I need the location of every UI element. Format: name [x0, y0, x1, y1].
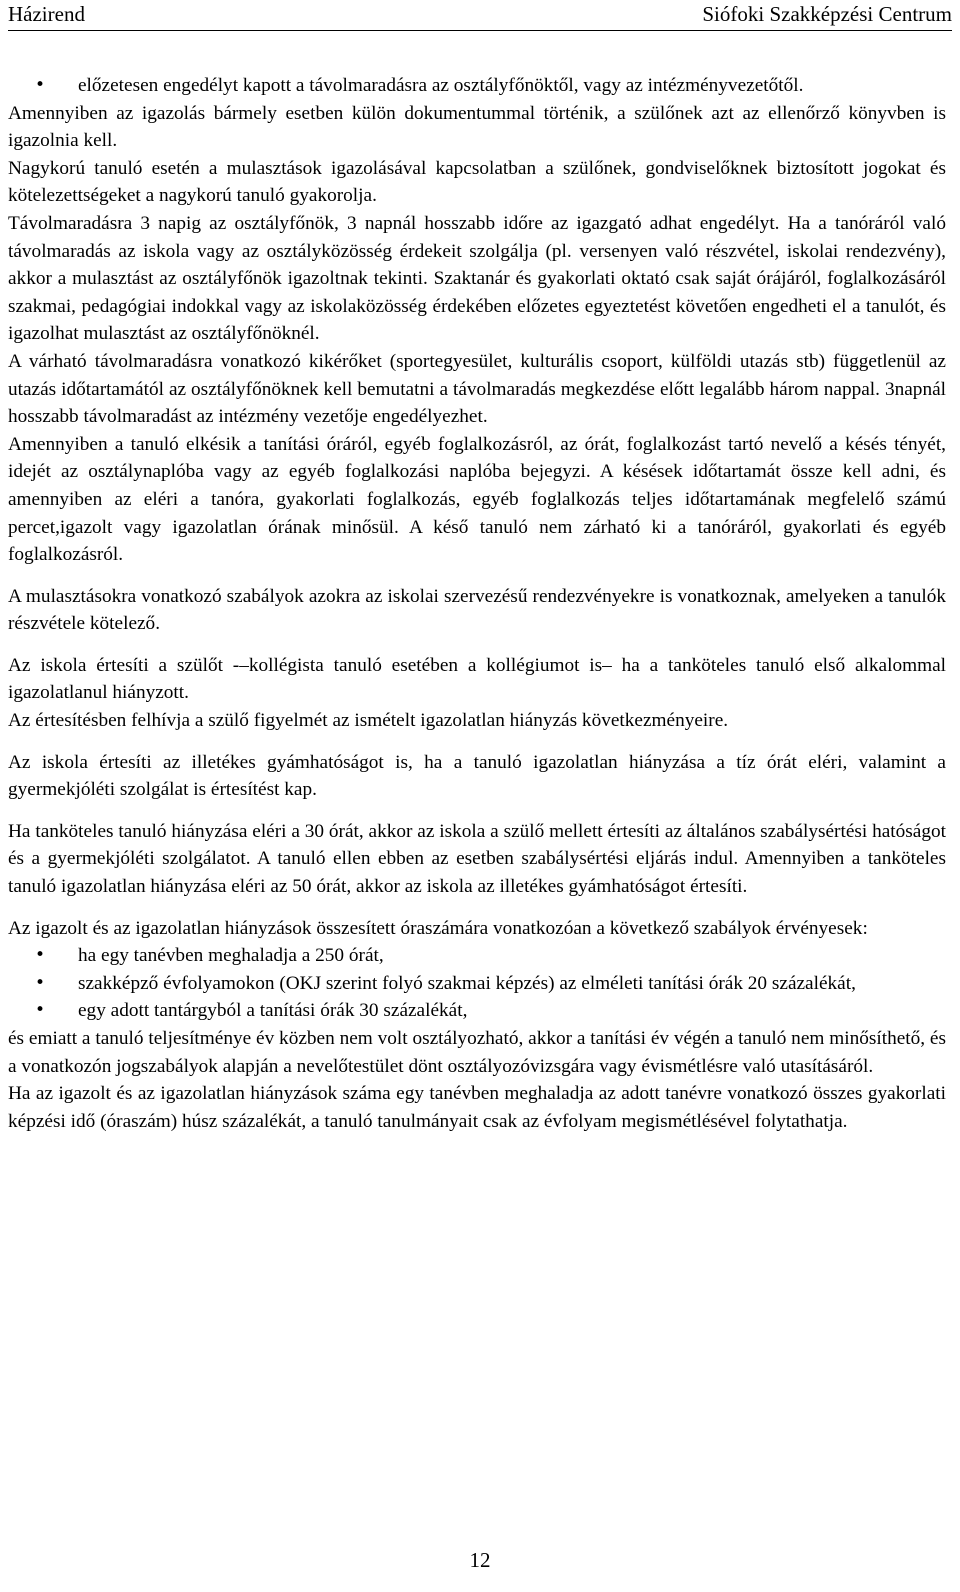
list-item: • egy adott tantárgyból a tanítási órák 30 százalékát,: [8, 997, 946, 1025]
bullet-list-bottom: [8, 942, 946, 1025]
bullet-list-top: [8, 72, 946, 100]
list-item: • szakképző évfolyamokon (OKJ szerint folyó szakmai képzés) az elméleti tanítási órák 20 százalékát,: [8, 970, 946, 998]
page-number: 12: [469, 1548, 491, 1572]
paragraph: Távolmaradásra 3 napig az osztályfőnök, 3 napnál hosszabb időre az igazgató adhat engedélyt. Ha a tanóráról való távolmaradás az iskola vagy az osztályközösség érdekeit szolgálja (pl. versenyen való részvétel, iskolai rendezvény), akkor a mulasztást az osztályfőnök igazoltnak tekinti. Szaktanár és gyakorlati oktató csak saját órájáról, foglalkozásáról szakmai, pedagógiai indokkal vagy az iskolaközösség érdekében előzetes egyeztetést követően engedheti el a tanulót, és igazolhat mulasztást az osztályfőnöknél.: [8, 212, 946, 345]
paragraph: A mulasztásokra vonatkozó szabályok azokra az iskolai szervezésű rendezvényekre is vonatkoznak, amelyeken a tanulók részvétele kötelező.: [8, 585, 946, 635]
list-item: • ha egy tanévben meghaladja a 250 órát,: [8, 942, 946, 970]
paragraph: Az iskola értesíti az illetékes gyámhatóságot is, ha a tanuló igazolatlan hiányzása a tíz órát eléri, valamint a gyermekjóléti szolgálat is értesítést kap.: [8, 751, 946, 801]
paragraph: Amennyiben az igazolás bármely esetben külön dokumentummal történik, a szülőnek azt az ellenőrző könyvben is igazolnia kell.: [8, 102, 946, 152]
header-document-title: Házirend: [8, 2, 85, 26]
page-footer: [0, 1546, 960, 1574]
header-institution-name: Siófoki Szakképzési Centrum: [702, 2, 952, 26]
page-header: [8, 0, 952, 31]
paragraph: Az értesítésben felhívja a szülő figyelmét az ismételt igazolatlan hiányzás következményeire.: [8, 710, 729, 732]
paragraph: és emiatt a tanuló teljesítménye év közben nem volt osztályozható, akkor a tanítási év végén a tanuló nem minősíthető, és a vonatkozón jogszabályok alapján a nevelőtestület dönt osztályozóvizsgára vagy évismétlésre való utasításáról.: [8, 1028, 946, 1077]
paragraph: Az iskola értesíti a szülőt -–kollégista tanuló esetében a kollégiumot is– ha a tanköteles tanuló első alkalommal igazolatlanul hiányzott.: [8, 654, 946, 704]
paragraph: Amennyiben a tanuló elkésik a tanítási óráról, egyéb foglalkozásról, az órát, foglalkozást tartó nevelő a késés tényét, idejét az osztálynaplóba vagy az egyéb foglalkozási naplóba bejegyzi. A késések időtartamát össze kell adni, és amennyiben az eléri a tanóra, gyakorlati foglalkozás, egyéb foglalkozás teljes időtartamának megfelelő számú percet,igazolt vagy igazolatlan órának minősül. A késő tanuló nem zárható ki a tanóráról, gyakorlati és egyéb foglalkozásról.: [8, 433, 946, 566]
document-body: [8, 72, 946, 1135]
paragraph: A várható távolmaradásra vonatkozó kikérőket (sportegyesület, kulturális csoport, külföldi utazás stb) függetlenül az utazás időtartamától az osztályfőnöknek kell bemutatni a távolmaradás megkezdése előtt legalább három nappal. 3napnál hosszabb távolmaradást az intézmény vezetője engedélyezhet.: [8, 350, 946, 428]
paragraph: Ha az igazolt és az igazolatlan hiányzások száma egy tanévben meghaladja az adott tanévre vonatkozó összes gyakorlati képzési idő (óraszám) húsz százalékát, a tanuló tanulmányait csak az évfolyam megismétlésével folytathatja.: [8, 1083, 946, 1132]
paragraph: Az igazolt és az igazolatlan hiányzások összesített óraszámára vonatkozóan a következő szabályok érvényesek:: [8, 917, 868, 939]
paragraph: Nagykorú tanuló esetén a mulasztások igazolásával kapcsolatban a szülőnek, gondviselőknek biztosított jogokat és kötelezettségeket a nagykorú tanuló gyakorolja.: [8, 157, 946, 207]
paragraph: Ha tanköteles tanuló hiányzása eléri a 30 órát, akkor az iskola a szülő mellett értesíti az általános szabálysértési hatóságot és a gyermekjóléti szolgálatot. A tanuló ellen ebben az esetben szabálysértési eljárás indul. Amennyiben a tanköteles tanuló igazolatlan hiányzása eléri az 50 órát, akkor az iskola az illetékes gyámhatóságot értesíti.: [8, 820, 946, 898]
list-item: • előzetesen engedélyt kapott a távolmaradásra az osztályfőnöktől, vagy az intézményvezetőtől.: [8, 72, 946, 100]
